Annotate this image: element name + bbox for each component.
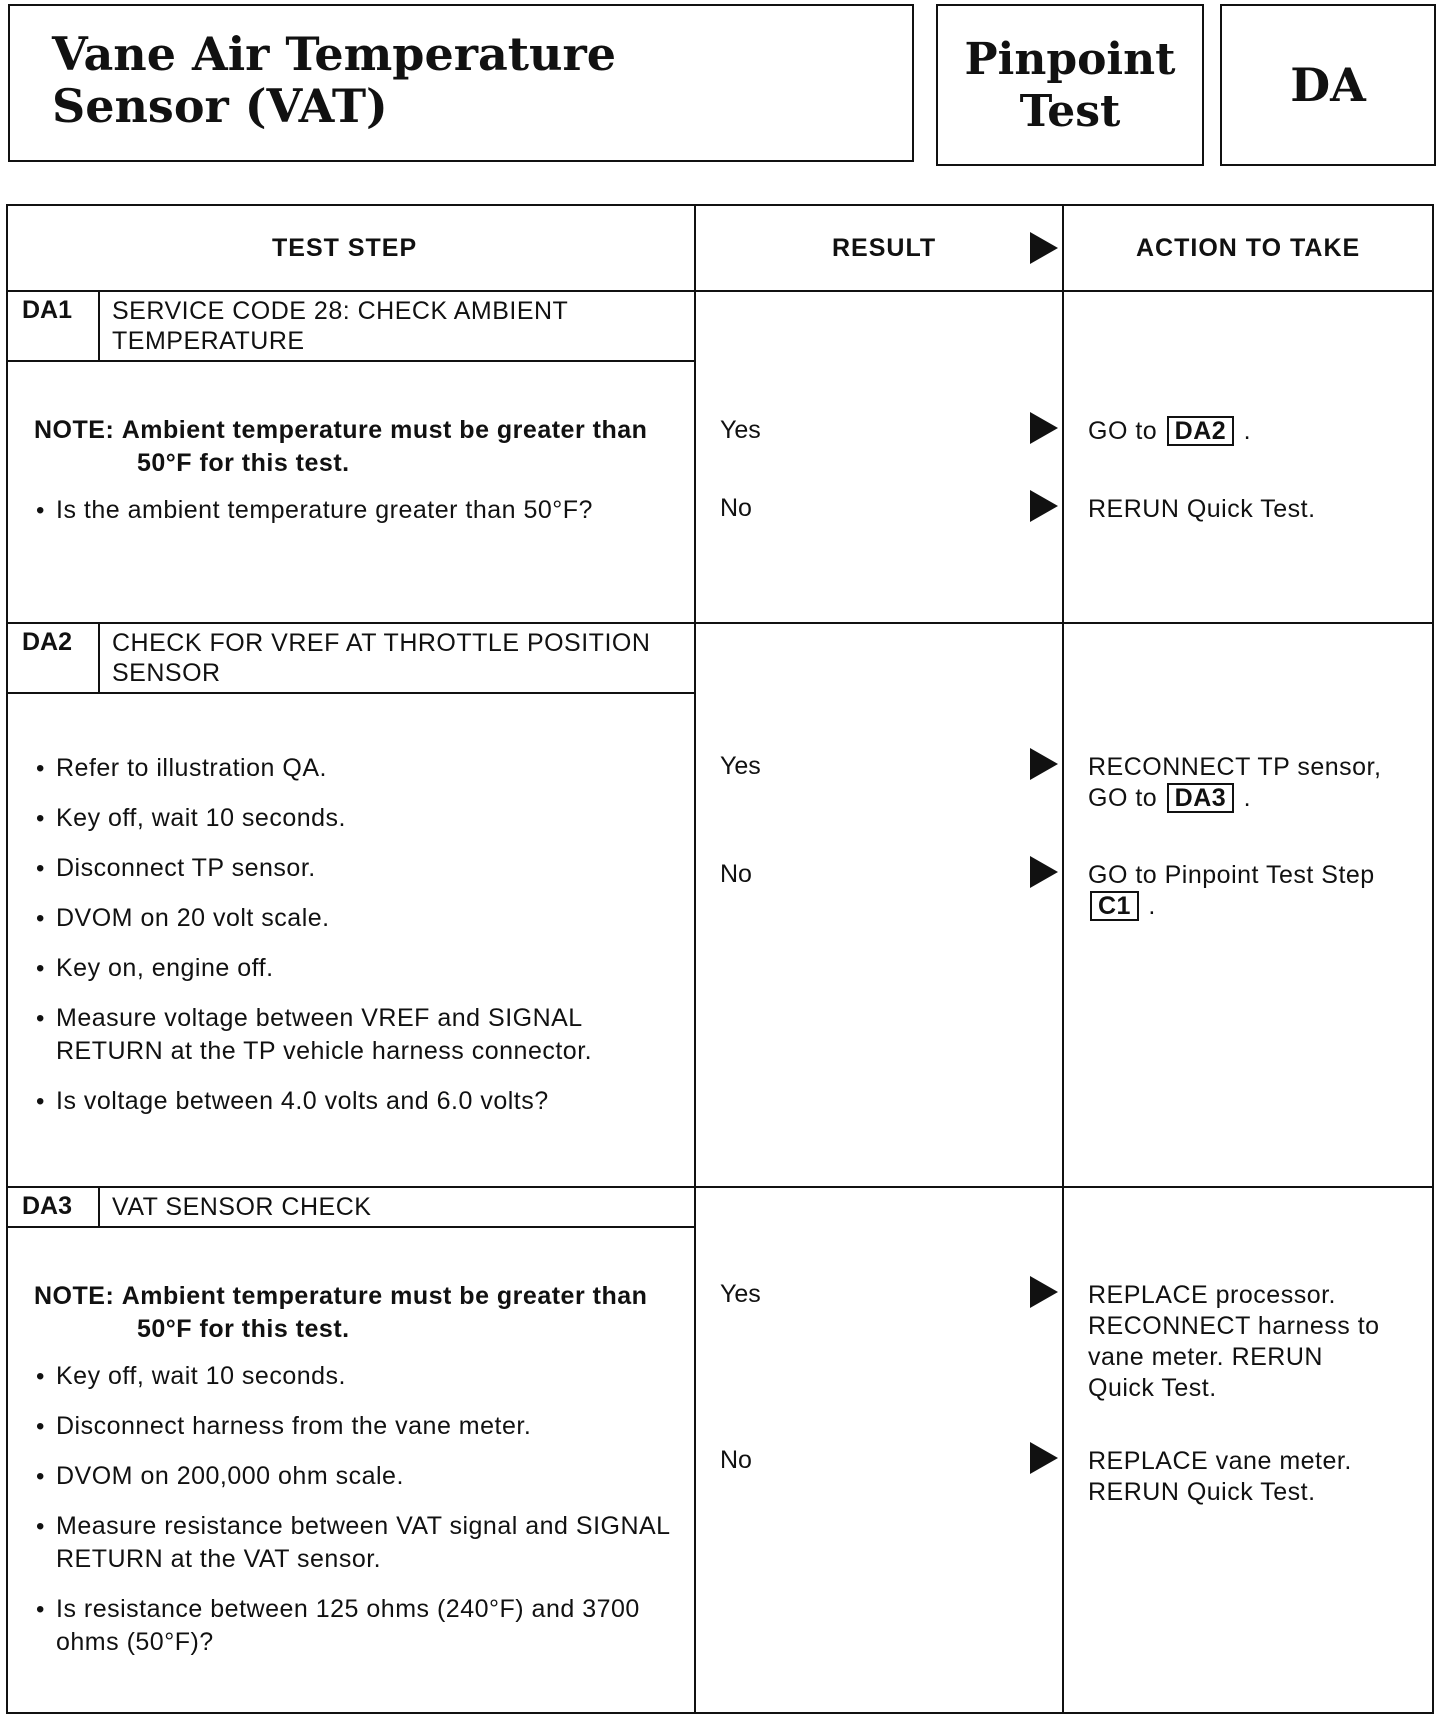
step-divider: [8, 622, 1432, 624]
step-body: [34, 414, 674, 544]
bullet-list: [34, 494, 674, 527]
list-item: • Is the ambient temperature greater than 50°F?: [34, 494, 674, 527]
step-id-divider: [98, 292, 100, 360]
list-item: • Refer to illustration QA.: [34, 752, 674, 785]
pinpoint-label-line2: Test: [1019, 86, 1121, 137]
col-divider-2: [1062, 206, 1064, 1712]
pinpoint-table: [6, 204, 1434, 1714]
result-no: No: [720, 494, 752, 522]
test-code-box: [1220, 4, 1436, 166]
arrow-icon: [1030, 1276, 1058, 1308]
list-item: • Is voltage between 4.0 volts and 6.0 volts?: [34, 1085, 674, 1118]
result-no: No: [720, 860, 752, 888]
list-item: • DVOM on 20 volt scale.: [34, 902, 674, 935]
step-title-divider: [8, 1226, 694, 1228]
action-text-part: .: [1243, 417, 1252, 445]
bullet-list: [34, 752, 674, 1118]
list-item: • Key off, wait 10 seconds.: [34, 802, 674, 835]
pinpoint-label-line1: Pinpoint: [964, 34, 1176, 85]
step-id: DA2: [22, 628, 73, 656]
arrow-icon: [1030, 490, 1058, 522]
pinpoint-test-box: [936, 4, 1204, 166]
action-text: [1088, 860, 1378, 922]
action-text: [1088, 752, 1388, 814]
result-yes: Yes: [720, 1280, 761, 1308]
note: [34, 1280, 674, 1346]
action-text-part: .: [1148, 892, 1156, 920]
action-text: [1088, 416, 1418, 447]
result-no: No: [720, 1446, 752, 1474]
step-ref-box: DA2: [1167, 416, 1235, 446]
col-header-result: RESULT: [832, 234, 937, 262]
step-id-divider: [98, 624, 100, 692]
step-title: VAT SENSOR CHECK: [112, 1193, 372, 1221]
list-item: • Key on, engine off.: [34, 952, 674, 985]
action-text-part: RECONNECT TP sensor, GO to: [1088, 753, 1382, 812]
step-body: [34, 1280, 674, 1676]
arrow-icon: [1030, 412, 1058, 444]
arrow-icon: [1030, 748, 1058, 780]
step-id: DA1: [22, 296, 73, 324]
bullet-list: [34, 1360, 674, 1659]
list-item: • Measure resistance between VAT signal and SIGNAL RETURN at the VAT sensor.: [34, 1510, 674, 1576]
step-divider: [8, 1186, 1432, 1188]
note: [34, 414, 674, 480]
step-title: SERVICE CODE 28: CHECK AMBIENT TEMPERATURE: [112, 297, 568, 355]
step-id-divider: [98, 1188, 100, 1226]
list-item: • Is resistance between 125 ohms (240°F) and 3700 ohms (50°F)?: [34, 1593, 674, 1659]
action-text: RERUN Quick Test.: [1088, 495, 1316, 523]
note-label: NOTE:: [34, 1282, 115, 1310]
result-arrow-icon: [1030, 232, 1058, 264]
title-box: [8, 4, 914, 162]
list-item: • Measure voltage between VREF and SIGNAL RETURN at the TP vehicle harness connector.: [34, 1002, 674, 1068]
arrow-icon: [1030, 856, 1058, 888]
list-item: • Disconnect TP sensor.: [34, 852, 674, 885]
action-text: REPLACE vane meter. RERUN Quick Test.: [1088, 1447, 1352, 1506]
header-divider: [8, 290, 1432, 292]
step-ref-box: C1: [1090, 891, 1139, 921]
result-yes: Yes: [720, 416, 761, 444]
arrow-icon: [1030, 1442, 1058, 1474]
list-item: • Disconnect harness from the vane meter.: [34, 1410, 674, 1443]
step-title-divider: [8, 360, 694, 362]
note-text: Ambient temperature must be greater than 50°F for this test.: [121, 1282, 648, 1343]
action-text-part: GO to: [1088, 417, 1158, 445]
action-text-part: GO to Pinpoint Test Step: [1088, 861, 1375, 889]
col-header-test-step: TEST STEP: [272, 234, 418, 262]
col-divider-1: [694, 206, 696, 1712]
note-label: NOTE:: [34, 416, 115, 444]
note-text: Ambient temperature must be greater than 50°F for this test.: [121, 416, 648, 477]
list-item: • DVOM on 200,000 ohm scale.: [34, 1460, 674, 1493]
action-text: REPLACE processor. RECONNECT harness to vane meter. RERUN Quick Test.: [1088, 1281, 1380, 1402]
step-id: DA3: [22, 1192, 73, 1220]
step-title: CHECK FOR VREF AT THROTTLE POSITION SENSOR: [112, 629, 651, 687]
result-yes: Yes: [720, 752, 761, 780]
page-title-line1: Vane Air Temperature: [52, 27, 616, 81]
step-title-divider: [8, 692, 694, 694]
page-title-line2: Sensor (VAT): [52, 79, 388, 133]
test-code: DA: [1290, 58, 1366, 112]
step-body: [34, 752, 674, 1135]
step-ref-box: DA3: [1167, 783, 1235, 813]
col-header-action: ACTION TO TAKE: [1136, 234, 1361, 262]
list-item: • Key off, wait 10 seconds.: [34, 1360, 674, 1393]
action-text-part: .: [1243, 784, 1252, 812]
